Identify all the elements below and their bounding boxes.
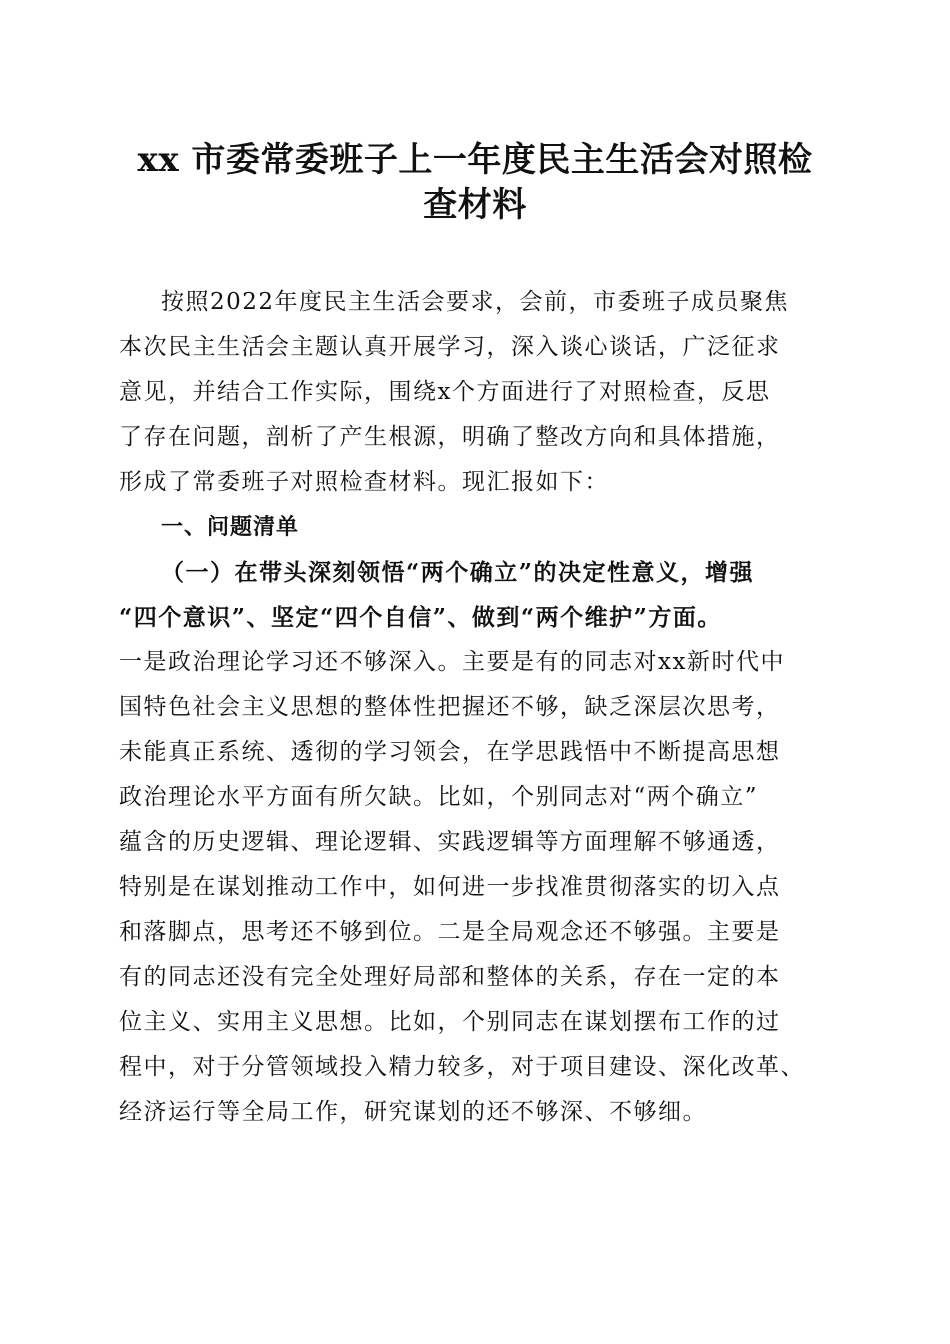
- body-line: 一是政治理论学习还不够深入。主要是有的同志对xx新时代中: [119, 649, 785, 675]
- subsection-heading-line: （一）在带头深刻领悟“两个确立”的决定性意义，增强: [161, 559, 754, 586]
- intro-line: 形成了常委班子对照检查材料。现汇报如下：: [119, 469, 609, 495]
- intro-line: 按照2022年度民主生活会要求，会前，市委班子成员聚焦: [161, 289, 790, 315]
- body-line: 特别是在谋划推动工作中，如何进一步找准贯彻落实的切入点: [119, 874, 781, 900]
- body-line: 国特色社会主义思想的整体性把握还不够，缺乏深层次思考，: [119, 694, 781, 720]
- body-line: 和落脚点，思考还不够到位。二是全局观念还不够强。主要是: [119, 919, 781, 945]
- title-line-2: 查材料: [423, 185, 527, 225]
- body-line: 有的同志还没有完全处理好局部和整体的关系，存在一定的本: [119, 964, 781, 990]
- document-body: [119, 280, 859, 1135]
- title-line-1: xx 市委常委班子上一年度民主生活会对照检: [137, 140, 813, 180]
- document-title: [100, 138, 850, 228]
- body-line: 未能真正系统、透彻的学习领会，在学思践悟中不断提高思想: [119, 739, 781, 765]
- body-line: 经济运行等全局工作，研究谋划的还不够深、不够细。: [119, 1099, 707, 1125]
- section-heading: 一、问题清单: [161, 515, 300, 540]
- intro-line: 本次民主生活会主题认真开展学习，深入谈心谈话，广泛征求: [119, 334, 781, 360]
- subsection-heading-line: “四个意识”、坚定“四个自信”、做到“两个维护”方面。: [119, 604, 722, 631]
- intro-line: 了存在问题，剖析了产生根源，明确了整改方向和具体措施，: [119, 424, 781, 450]
- body-line: 位主义、实用主义思想。比如，个别同志在谋划摆布工作的过: [119, 1009, 781, 1035]
- intro-line: 意见，并结合工作实际，围绕x个方面进行了对照检查，反思: [119, 379, 771, 405]
- body-line: 程中，对于分管领域投入精力较多，对于项目建设、深化改革、: [119, 1054, 805, 1080]
- body-line: 政治理论水平方面有所欠缺。比如，个别同志对“两个确立”: [119, 784, 759, 810]
- body-line: 蕴含的历史逻辑、理论逻辑、实践逻辑等方面理解不够通透，: [119, 829, 781, 855]
